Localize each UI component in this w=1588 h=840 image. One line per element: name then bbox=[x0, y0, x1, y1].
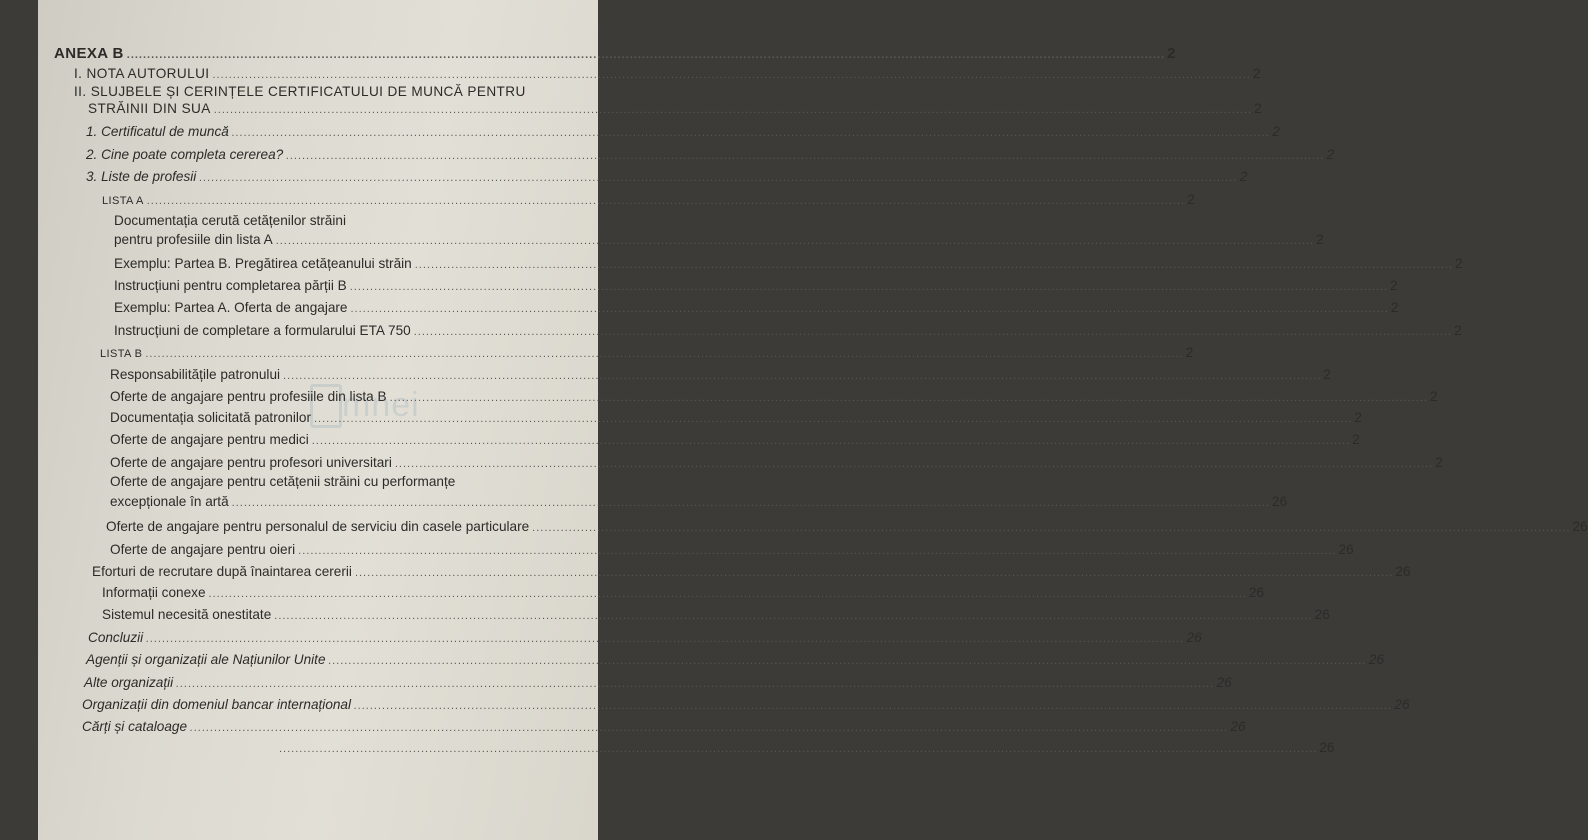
leader-dots bbox=[415, 257, 1453, 273]
toc-entry-instructiuni-eta-750: Instrucțiuni de completare a formularului ETA 750 ..... 2 bbox=[114, 323, 604, 340]
leader-dots bbox=[298, 543, 1336, 559]
watermark-text: mnei bbox=[342, 386, 420, 424]
leader-dots bbox=[212, 67, 1250, 83]
leader-dots bbox=[232, 125, 1270, 141]
toc-entry-agentii: Agenții și organizații ale Națiunilor Unite ..... 26 bbox=[86, 652, 604, 669]
leader-dots bbox=[146, 631, 1184, 647]
leader-dots bbox=[232, 495, 1270, 511]
leader-dots bbox=[351, 301, 1389, 317]
leader-dots bbox=[350, 279, 1388, 295]
toc-entry-oferte-medici: Oferte de angajare pentru medici ..... 2 bbox=[110, 432, 604, 449]
toc-entry-sistemul: Sistemul necesită onestitate ..... 26 bbox=[102, 607, 604, 624]
leader-dots bbox=[279, 741, 1317, 757]
leader-dots bbox=[214, 102, 1252, 118]
toc-entry-exemplu-partea-a: Exemplu: Partea A. Oferta de angajare ..... 2 bbox=[114, 300, 604, 317]
toc-entry-documentatia-line1: Documentația cerută cetățenilor străini bbox=[114, 213, 346, 228]
toc-entry-eforturi-recrutare: Eforturi de recrutare după înaintarea cererii ..... 26 bbox=[92, 564, 604, 581]
toc-entry-slujbele: STRĂINII DIN SUA ..... 2 bbox=[88, 101, 604, 118]
leader-dots bbox=[147, 193, 1185, 209]
toc-entry-anexa-b: ANEXA B ..... 2 bbox=[54, 46, 604, 63]
toc-entry-oferte-arta-line1: Oferte de angajare pentru cetățenii străini cu performanțe bbox=[110, 474, 456, 489]
leader-dots bbox=[314, 411, 1352, 427]
leader-dots bbox=[176, 676, 1214, 692]
toc-entry-exemplu-partea-b: Exemplu: Partea B. Pregătirea cetățeanului străin ..... 2 bbox=[114, 256, 604, 273]
leader-dots bbox=[286, 148, 1324, 164]
toc-entry-oferte-personal: Oferte de angajare pentru personalul de serviciu din casele particulare ..... 26 bbox=[106, 519, 604, 536]
toc-entry-instructiuni-partea-b: Instrucțiuni pentru completarea părții B ..... 2 bbox=[114, 278, 604, 295]
toc-entry-informatii-conexe: Informații conexe ..... 26 bbox=[102, 585, 604, 602]
table-of-contents bbox=[38, 0, 1588, 840]
toc-entry-concluzii: Concluzii ..... 26 bbox=[88, 630, 604, 647]
leader-dots bbox=[209, 586, 1247, 602]
toc-entry-nota-autorului: I. NOTA AUTORULUI ..... 2 bbox=[74, 66, 604, 83]
toc-entry-lista-a: LISTA A ..... 2 bbox=[102, 192, 604, 209]
toc-entry-documentatia: pentru profesiile din lista A ..... 2 bbox=[114, 232, 604, 249]
toc-entry-documentatia-patronilor: Documentația solicitată patronilor ..... 2 bbox=[110, 410, 604, 427]
leader-dots bbox=[354, 698, 1392, 714]
leader-dots bbox=[395, 456, 1433, 472]
leader-dots bbox=[276, 233, 1314, 249]
leader-dots bbox=[329, 653, 1367, 669]
leader-dots bbox=[355, 565, 1393, 581]
toc-entry-certificatul: 1. Certificatul de muncă ..... 2 bbox=[86, 124, 604, 141]
toc-entry-oferte-lista-b: Oferte de angajare pentru profesiile din lista B ..... 2 bbox=[110, 389, 604, 406]
leader-dots bbox=[199, 170, 1237, 186]
leader-dots bbox=[190, 720, 1228, 736]
leader-dots bbox=[145, 346, 1183, 362]
leader-dots bbox=[414, 324, 1452, 340]
toc-entry-liste-profesii: 3. Liste de profesii ..... 2 bbox=[86, 169, 604, 186]
toc-entry-organizatii-bancar: Organizații din domeniul bancar internațional ..... 26 bbox=[82, 697, 604, 714]
leader-dots bbox=[312, 433, 1350, 449]
leader-dots bbox=[274, 608, 1312, 624]
toc-entry-carti-cataloage: Cărți și cataloage ..... 26 bbox=[82, 719, 604, 736]
leader-dots bbox=[283, 368, 1321, 384]
toc-entry-alte-organizatii: Alte organizații ..... 26 bbox=[84, 675, 604, 692]
leader-dots bbox=[127, 47, 1165, 63]
toc-entry-oferte-oieri: Oferte de angajare pentru oieri ..... 26 bbox=[110, 542, 604, 559]
leader-dots bbox=[390, 390, 1428, 406]
toc-entry-responsabilitatile: Responsabilitățile patronului ..... 2 bbox=[110, 367, 604, 384]
toc-entry-last: ..... 26 bbox=[276, 740, 604, 757]
toc-entry-oferte-arta: excepționale în artă ..... 26 bbox=[110, 494, 604, 511]
leader-dots bbox=[532, 520, 1570, 536]
toc-entry-slujbele-line1: II. SLUJBELE ȘI CERINȚELE CERTIFICATULUI DE MUNCĂ PENTRU bbox=[74, 84, 526, 99]
toc-entry-oferte-profesori: Oferte de angajare pentru profesori universitari ..... 2 bbox=[110, 455, 604, 472]
book-page bbox=[38, 0, 1588, 840]
toc-entry-cine-poate: 2. Cine poate completa cererea? ..... 2 bbox=[86, 147, 604, 164]
toc-entry-lista-b: LISTA B ..... 2 bbox=[100, 345, 604, 362]
